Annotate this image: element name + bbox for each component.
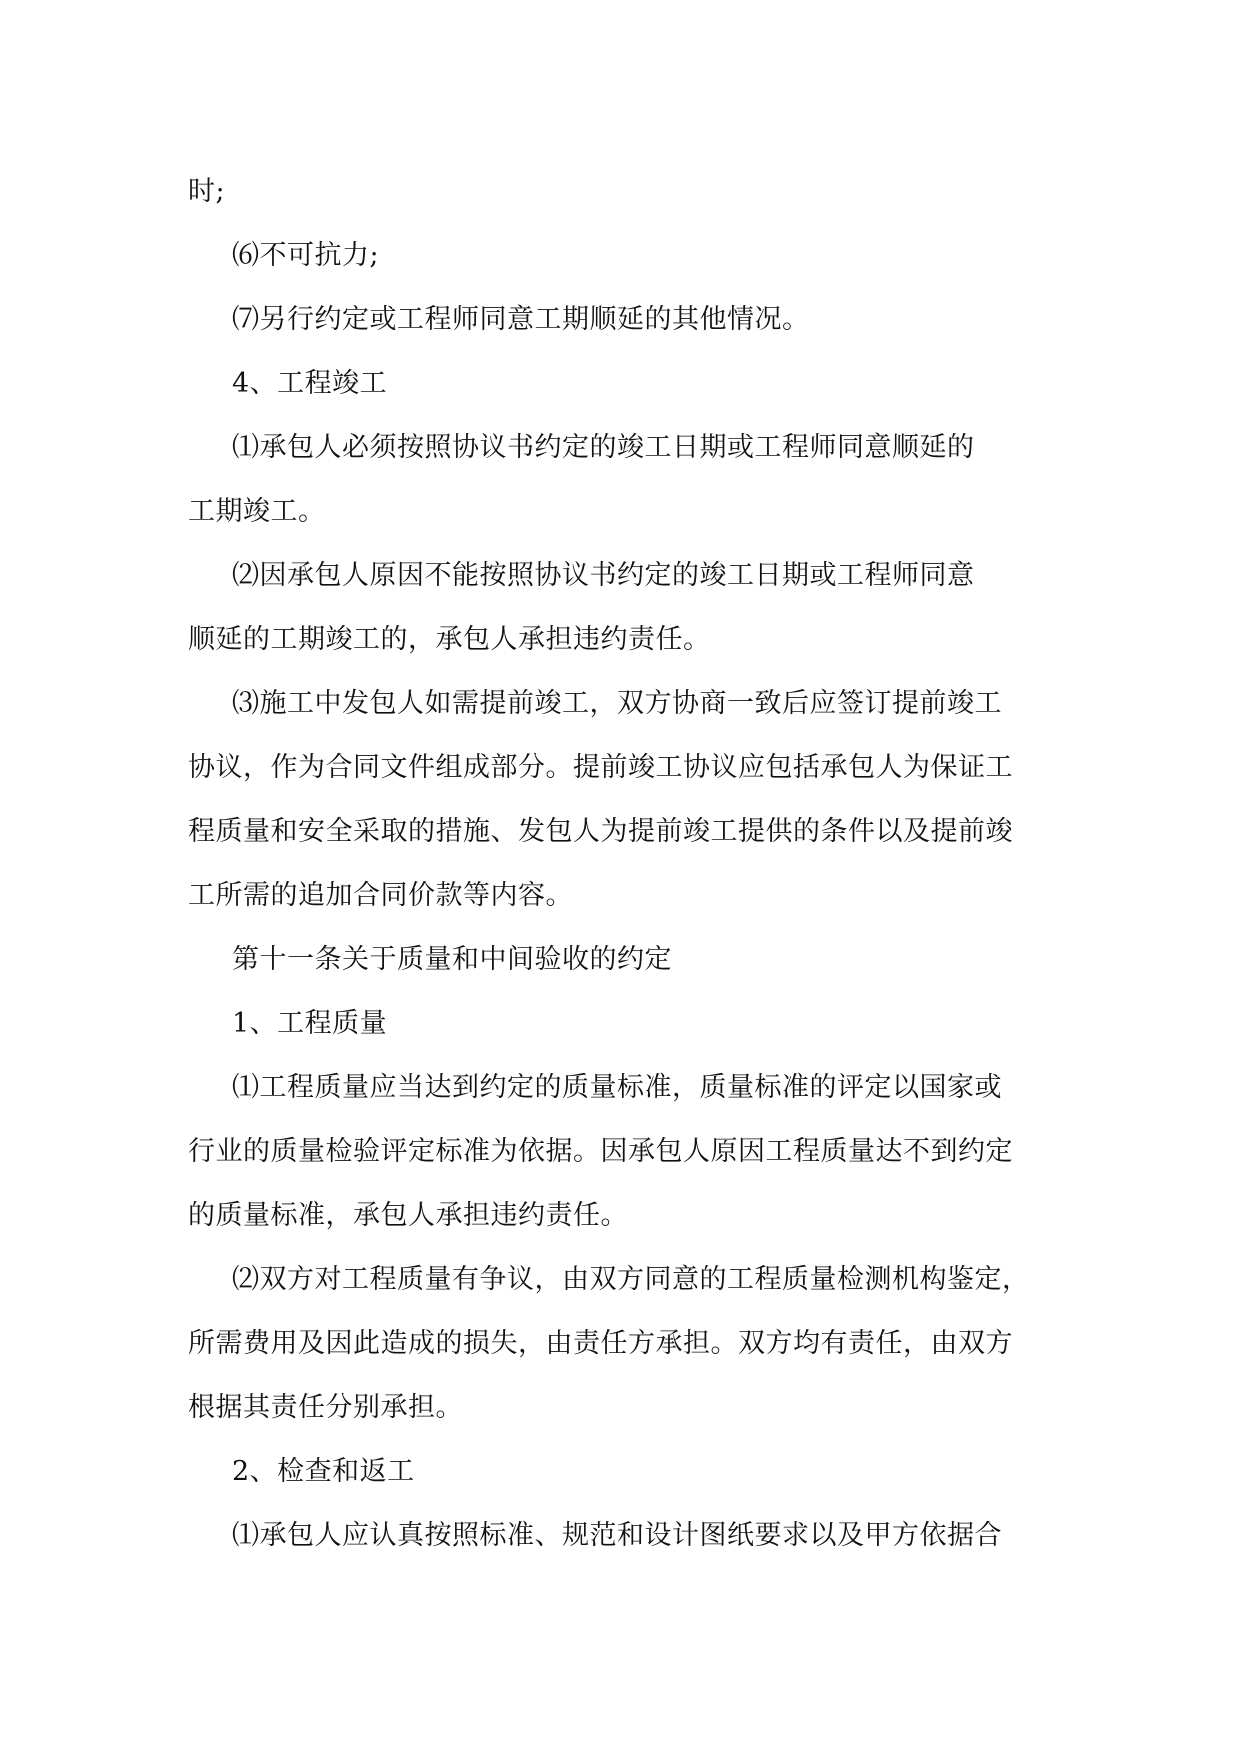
text-line: 工期竣工。	[188, 496, 326, 527]
text-line: 的质量标准，承包人承担违约责任。	[188, 1200, 628, 1231]
text-line: 协议，作为合同文件组成部分。提前竣工协议应包括承包人为保证工	[188, 752, 1013, 783]
document-page	[188, 160, 1058, 1568]
text-line: ⑴工程质量应当达到约定的质量标准，质量标准的评定以国家或	[232, 1072, 1002, 1103]
text-line: ⑹不可抗力;	[232, 240, 380, 271]
text-line: ⑴承包人必须按照协议书约定的竣工日期或工程师同意顺延的	[232, 432, 975, 463]
article-heading: 第十一条关于质量和中间验收的约定	[232, 944, 672, 975]
text-line: 行业的质量检验评定标准为依据。因承包人原因工程质量达不到约定	[188, 1136, 1013, 1167]
text-line: ⑴承包人应认真按照标准、规范和设计图纸要求以及甲方依据合	[232, 1520, 1002, 1551]
text-line: ⑵双方对工程质量有争议，由双方同意的工程质量检测机构鉴定，	[232, 1264, 1030, 1295]
text-line: 程质量和安全采取的措施、发包人为提前竣工提供的条件以及提前竣	[188, 816, 1013, 847]
text-line: ⑺另行约定或工程师同意工期顺延的其他情况。	[232, 304, 810, 335]
text-line: ⑵因承包人原因不能按照协议书约定的竣工日期或工程师同意	[232, 560, 975, 591]
text-line: 时;	[188, 176, 226, 207]
text-line: 所需费用及因此造成的损失，由责任方承担。双方均有责任，由双方	[188, 1328, 1013, 1359]
text-line: 顺延的工期竣工的，承包人承担违约责任。	[188, 624, 711, 655]
section-heading: 2、检查和返工	[232, 1456, 415, 1487]
text-line: 根据其责任分别承担。	[188, 1392, 463, 1423]
text-line: ⑶施工中发包人如需提前竣工，双方协商一致后应签订提前竣工	[232, 688, 1002, 719]
section-heading: 4、工程竣工	[232, 368, 388, 399]
section-heading: 1、工程质量	[232, 1008, 388, 1039]
text-line: 工所需的追加合同价款等内容。	[188, 880, 573, 911]
